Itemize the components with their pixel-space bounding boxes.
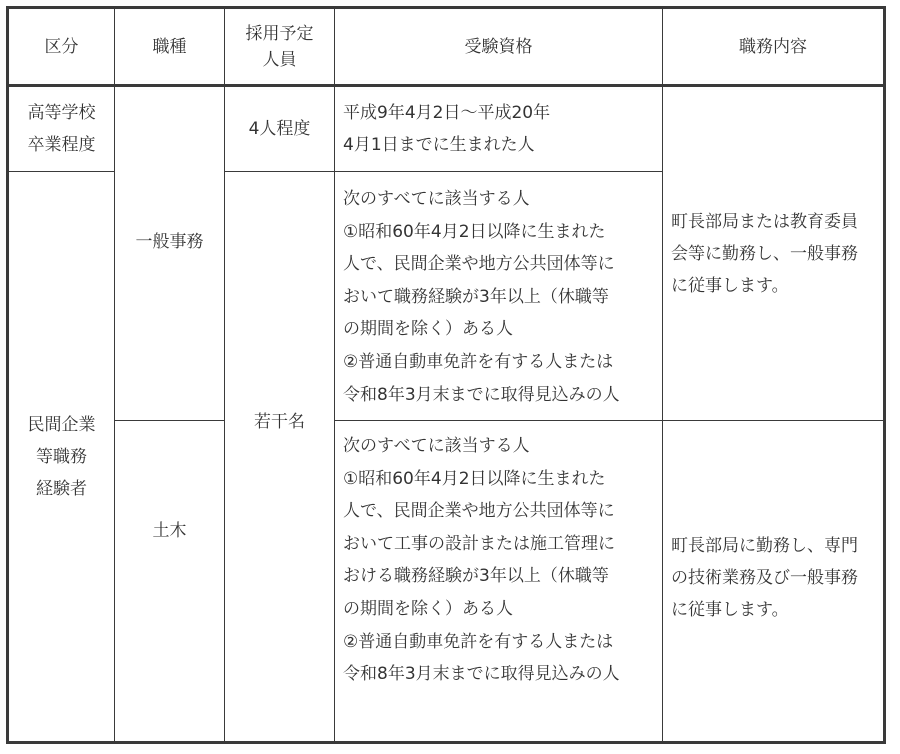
- duties-general: 町長部局または教育委員 会等に勤務し、一般事務 に従事します。: [671, 211, 858, 296]
- category-high-school: 高等学校 卒業程度: [27, 103, 96, 155]
- category-experienced: 民間企業 等職務 経験者: [27, 414, 96, 499]
- job-type-civil: 土木: [152, 521, 187, 541]
- qualification-high-school: 平成9年4月2日〜平成20年 4月1日までに生まれた人: [343, 103, 551, 155]
- headcount-high-school: 4人程度: [248, 119, 311, 139]
- qualification-civil: 次のすべてに該当する人 ①昭和60年4月2日以降に生まれた 人で、民間企業や地方公共団体等に おいて工事の設計または施工管理に おける職務経験が3年以上（休職等 の期間を除く）ある人 ②普通自動車免許を有する人または 令和8年3月末までに取得見込みの人: [343, 436, 620, 685]
- header-duties: 職務内容: [739, 36, 807, 57]
- duties-civil: 町長部局に勤務し、専門 の技術業務及び一般事務 に従事します。: [671, 536, 858, 620]
- header-job-type: 職種: [152, 36, 187, 57]
- headcount-experienced: 若干名: [254, 412, 305, 432]
- qualification-general: 次のすべてに該当する人 ①昭和60年4月2日以降に生まれた 人で、民間企業や地方公共団体等に おいて職務経験が3年以上（休職等 の期間を除く）ある人 ②普通自動車免許を有する人または 令和8年3月末までに取得見込みの人: [343, 189, 620, 405]
- header-headcount: 採用予定 人員: [245, 23, 314, 70]
- header-qualification: 受験資格: [464, 36, 533, 57]
- job-type-general: 一般事務: [135, 232, 204, 252]
- header-category: 区分: [44, 36, 79, 57]
